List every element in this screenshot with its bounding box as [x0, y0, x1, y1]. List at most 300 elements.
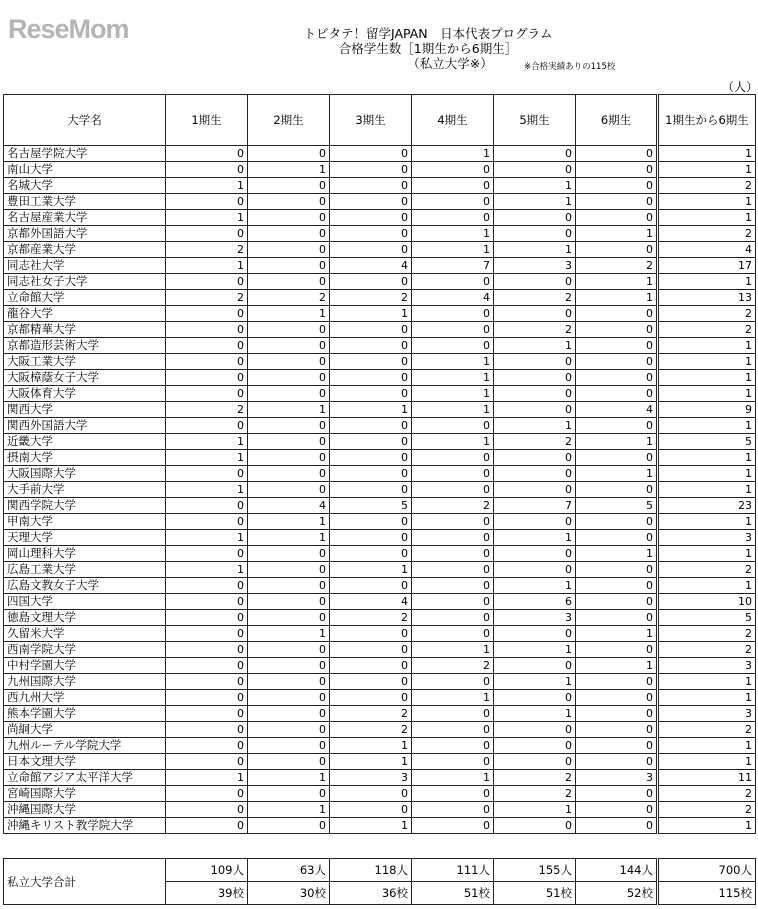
count-cell: 1	[412, 354, 494, 370]
count-cell: 0	[576, 802, 658, 818]
university-name: 関西大学	[4, 402, 166, 418]
count-cell: 0	[494, 514, 576, 530]
count-cell: 0	[576, 578, 658, 594]
count-cell: 0	[412, 514, 494, 530]
count-cell: 1	[412, 370, 494, 386]
count-cell: 13	[658, 290, 756, 306]
count-cell: 1	[494, 194, 576, 210]
watermark-logo: ReseMom	[8, 14, 129, 44]
table-row	[4, 594, 756, 610]
count-cell: 2	[330, 610, 412, 626]
count-cell: 0	[330, 578, 412, 594]
table-row	[4, 658, 756, 674]
table-row	[4, 818, 756, 834]
total-schools-cell: 52校	[576, 882, 658, 905]
count-cell: 5	[658, 434, 756, 450]
count-cell: 0	[412, 722, 494, 738]
count-cell: 0	[166, 786, 248, 802]
count-cell: 2	[330, 290, 412, 306]
count-cell: 6	[494, 594, 576, 610]
count-cell: 0	[248, 786, 330, 802]
count-cell: 0	[576, 690, 658, 706]
count-cell: 3	[494, 610, 576, 626]
count-cell: 1	[658, 450, 756, 466]
count-cell: 0	[330, 386, 412, 402]
count-cell: 0	[248, 338, 330, 354]
count-cell: 0	[576, 322, 658, 338]
count-cell: 2	[248, 290, 330, 306]
count-cell: 2	[494, 322, 576, 338]
count-cell: 0	[412, 562, 494, 578]
count-cell: 0	[494, 658, 576, 674]
count-cell: 0	[494, 626, 576, 642]
university-name: 立命館アジア太平洋大学	[4, 770, 166, 786]
count-cell: 1	[412, 242, 494, 258]
count-cell: 2	[412, 658, 494, 674]
count-cell: 1	[576, 466, 658, 482]
count-cell: 0	[248, 818, 330, 834]
table-row	[4, 258, 756, 274]
university-name: 西南学院大学	[4, 642, 166, 658]
count-cell: 0	[166, 354, 248, 370]
count-cell: 1	[248, 306, 330, 322]
count-cell: 0	[166, 642, 248, 658]
count-cell: 0	[576, 530, 658, 546]
count-cell: 0	[576, 482, 658, 498]
table-row	[4, 194, 756, 210]
count-cell: 0	[412, 194, 494, 210]
count-cell: 0	[494, 690, 576, 706]
count-cell: 1	[658, 674, 756, 690]
document-title: トビタテ！留学JAPAN 日本代表プログラム	[303, 26, 553, 41]
count-cell: 2	[658, 306, 756, 322]
university-name: 日本文理大学	[4, 754, 166, 770]
table-row	[4, 674, 756, 690]
university-name: 尚絅大学	[4, 722, 166, 738]
count-cell: 5	[658, 610, 756, 626]
university-name: 九州国際大学	[4, 674, 166, 690]
count-cell: 0	[494, 274, 576, 290]
count-cell: 2	[494, 434, 576, 450]
count-cell: 2	[330, 706, 412, 722]
count-cell: 2	[658, 642, 756, 658]
count-cell: 1	[248, 770, 330, 786]
university-name: 近畿大学	[4, 434, 166, 450]
total-schools-cell: 30校	[248, 882, 330, 905]
count-cell: 0	[166, 546, 248, 562]
table-row	[4, 610, 756, 626]
count-cell: 0	[248, 274, 330, 290]
count-cell: 0	[576, 562, 658, 578]
count-cell: 0	[166, 578, 248, 594]
count-cell: 0	[248, 418, 330, 434]
total-students-row	[4, 859, 756, 882]
count-cell: 0	[166, 690, 248, 706]
university-name: 大阪工業大学	[4, 354, 166, 370]
count-cell: 1	[330, 562, 412, 578]
count-cell: 3	[330, 770, 412, 786]
count-cell: 1	[494, 530, 576, 546]
count-cell: 1	[248, 530, 330, 546]
university-name: 甲南大学	[4, 514, 166, 530]
count-cell: 0	[248, 546, 330, 562]
count-cell: 0	[166, 370, 248, 386]
table-row	[4, 386, 756, 402]
university-name: 名古屋学院大学	[4, 146, 166, 162]
table-row	[4, 546, 756, 562]
count-cell: 0	[330, 210, 412, 226]
count-cell: 2	[658, 178, 756, 194]
university-name: 宮崎国際大学	[4, 786, 166, 802]
count-cell: 0	[412, 530, 494, 546]
count-cell: 2	[494, 770, 576, 786]
university-name: 南山大学	[4, 162, 166, 178]
count-cell: 0	[576, 370, 658, 386]
column-header: 6期生	[576, 95, 658, 146]
count-cell: 0	[412, 210, 494, 226]
count-cell: 1	[494, 242, 576, 258]
count-cell: 1	[658, 370, 756, 386]
count-cell: 0	[330, 370, 412, 386]
count-cell: 1	[330, 402, 412, 418]
university-name: 西九州大学	[4, 690, 166, 706]
count-cell: 0	[494, 546, 576, 562]
count-cell: 0	[412, 626, 494, 642]
count-cell: 0	[166, 146, 248, 162]
count-cell: 1	[658, 418, 756, 434]
count-cell: 1	[166, 178, 248, 194]
table-row	[4, 178, 756, 194]
count-cell: 0	[494, 210, 576, 226]
count-cell: 3	[576, 770, 658, 786]
count-cell: 5	[576, 498, 658, 514]
count-cell: 1	[494, 338, 576, 354]
count-cell: 0	[248, 258, 330, 274]
count-cell: 0	[248, 642, 330, 658]
count-cell: 0	[248, 690, 330, 706]
count-cell: 0	[412, 450, 494, 466]
table-row	[4, 370, 756, 386]
table-row	[4, 162, 756, 178]
note: ※合格実績ありの115校	[524, 62, 616, 72]
total-students-cell: 700人	[658, 859, 756, 882]
table-row	[4, 338, 756, 354]
count-cell: 3	[658, 658, 756, 674]
count-cell: 1	[658, 754, 756, 770]
count-cell: 1	[494, 642, 576, 658]
count-cell: 0	[166, 306, 248, 322]
count-cell: 1	[166, 562, 248, 578]
column-header: 1期生から6期生	[658, 95, 756, 146]
count-cell: 2	[658, 802, 756, 818]
count-cell: 0	[248, 386, 330, 402]
count-cell: 0	[248, 146, 330, 162]
count-cell: 0	[166, 386, 248, 402]
count-cell: 0	[330, 178, 412, 194]
count-cell: 17	[658, 258, 756, 274]
count-cell: 0	[330, 642, 412, 658]
table-row	[4, 146, 756, 162]
count-cell: 0	[248, 226, 330, 242]
count-cell: 4	[330, 594, 412, 610]
count-cell: 3	[658, 706, 756, 722]
count-cell: 0	[494, 162, 576, 178]
count-cell: 0	[412, 162, 494, 178]
count-cell: 2	[658, 226, 756, 242]
count-cell: 0	[248, 466, 330, 482]
column-header: 5期生	[494, 95, 576, 146]
university-name: 広島工業大学	[4, 562, 166, 578]
count-cell: 0	[248, 210, 330, 226]
university-name: 徳島文理大学	[4, 610, 166, 626]
count-cell: 0	[494, 466, 576, 482]
count-cell: 1	[494, 418, 576, 434]
unit-label: （人）	[722, 80, 758, 94]
count-cell: 0	[166, 754, 248, 770]
count-cell: 1	[412, 770, 494, 786]
count-cell: 1	[658, 386, 756, 402]
table-row	[4, 706, 756, 722]
count-cell: 0	[494, 754, 576, 770]
count-cell: 0	[248, 370, 330, 386]
count-cell: 0	[330, 482, 412, 498]
count-cell: 0	[576, 338, 658, 354]
count-cell: 1	[248, 162, 330, 178]
university-name: 同志社女子大学	[4, 274, 166, 290]
count-cell: 0	[494, 306, 576, 322]
count-cell: 1	[166, 482, 248, 498]
count-cell: 2	[166, 290, 248, 306]
count-cell: 2	[658, 786, 756, 802]
university-name: 大阪国際大学	[4, 466, 166, 482]
university-name: 関西外国語大学	[4, 418, 166, 434]
table-row	[4, 562, 756, 578]
count-cell: 0	[166, 674, 248, 690]
count-cell: 0	[166, 226, 248, 242]
count-cell: 1	[412, 642, 494, 658]
count-cell: 0	[248, 434, 330, 450]
university-name: 龍谷大学	[4, 306, 166, 322]
count-cell: 1	[166, 258, 248, 274]
count-cell: 2	[658, 626, 756, 642]
table-row	[4, 802, 756, 818]
table-row	[4, 642, 756, 658]
count-cell: 0	[166, 722, 248, 738]
count-cell: 7	[494, 498, 576, 514]
count-cell: 0	[330, 194, 412, 210]
document-subtitle: 合格学生数［1期生から6期生］	[338, 41, 518, 56]
count-cell: 1	[658, 210, 756, 226]
count-cell: 0	[412, 594, 494, 610]
count-cell: 0	[494, 370, 576, 386]
count-cell: 10	[658, 594, 756, 610]
count-cell: 2	[658, 722, 756, 738]
university-name: 大阪樟蔭女子大学	[4, 370, 166, 386]
count-cell: 0	[330, 674, 412, 690]
university-name: 京都産業大学	[4, 242, 166, 258]
count-cell: 1	[658, 578, 756, 594]
table-row	[4, 770, 756, 786]
table-row	[4, 418, 756, 434]
university-name: 名古屋産業大学	[4, 210, 166, 226]
count-cell: 0	[248, 450, 330, 466]
count-cell: 0	[330, 338, 412, 354]
count-cell: 0	[412, 546, 494, 562]
count-cell: 0	[248, 722, 330, 738]
count-cell: 0	[494, 354, 576, 370]
count-cell: 1	[658, 738, 756, 754]
count-cell: 1	[576, 226, 658, 242]
count-cell: 0	[330, 466, 412, 482]
total-schools-cell: 51校	[412, 882, 494, 905]
count-cell: 1	[576, 274, 658, 290]
count-cell: 2	[494, 786, 576, 802]
count-cell: 0	[248, 674, 330, 690]
count-cell: 0	[248, 178, 330, 194]
count-cell: 2	[166, 402, 248, 418]
count-cell: 0	[166, 194, 248, 210]
count-cell: 0	[330, 162, 412, 178]
count-cell: 1	[412, 402, 494, 418]
count-cell: 0	[330, 690, 412, 706]
count-cell: 1	[166, 450, 248, 466]
count-cell: 0	[576, 594, 658, 610]
count-cell: 9	[658, 402, 756, 418]
count-cell: 23	[658, 498, 756, 514]
total-label: 私立大学合計	[4, 859, 166, 905]
count-cell: 0	[412, 482, 494, 498]
count-cell: 4	[330, 258, 412, 274]
university-name: 大阪体育大学	[4, 386, 166, 402]
table-row	[4, 322, 756, 338]
university-name: 京都造形芸術大学	[4, 338, 166, 354]
count-cell: 0	[166, 610, 248, 626]
count-cell: 4	[412, 290, 494, 306]
count-cell: 0	[576, 418, 658, 434]
count-cell: 1	[248, 626, 330, 642]
count-cell: 2	[576, 258, 658, 274]
column-header: 1期生	[166, 95, 248, 146]
count-cell: 0	[166, 706, 248, 722]
count-cell: 0	[248, 594, 330, 610]
table-row	[4, 402, 756, 418]
table-row	[4, 786, 756, 802]
count-cell: 0	[166, 274, 248, 290]
column-header: 3期生	[330, 95, 412, 146]
count-cell: 0	[412, 466, 494, 482]
university-name: 京都外国語大学	[4, 226, 166, 242]
count-cell: 0	[330, 146, 412, 162]
count-cell: 0	[166, 738, 248, 754]
count-cell: 0	[166, 818, 248, 834]
count-cell: 1	[658, 546, 756, 562]
count-cell: 0	[412, 178, 494, 194]
count-cell: 0	[330, 242, 412, 258]
university-name: 九州ルーテル学院大学	[4, 738, 166, 754]
count-cell: 0	[576, 786, 658, 802]
university-name: 京都精華大学	[4, 322, 166, 338]
university-name: 広島文教女子大学	[4, 578, 166, 594]
count-cell: 0	[576, 386, 658, 402]
table-row	[4, 434, 756, 450]
count-cell: 7	[412, 258, 494, 274]
count-cell: 0	[166, 498, 248, 514]
count-cell: 3	[494, 258, 576, 274]
university-name: 大手前大学	[4, 482, 166, 498]
count-cell: 1	[576, 434, 658, 450]
count-cell: 0	[576, 706, 658, 722]
table-row	[4, 578, 756, 594]
count-cell: 1	[248, 402, 330, 418]
count-cell: 0	[576, 738, 658, 754]
count-cell: 1	[658, 338, 756, 354]
table-row	[4, 274, 756, 290]
table-row	[4, 290, 756, 306]
count-cell: 1	[576, 546, 658, 562]
count-cell: 1	[658, 818, 756, 834]
count-cell: 0	[166, 802, 248, 818]
count-cell: 4	[658, 242, 756, 258]
count-cell: 2	[658, 322, 756, 338]
table-row	[4, 450, 756, 466]
count-cell: 0	[248, 738, 330, 754]
count-cell: 0	[330, 802, 412, 818]
count-cell: 1	[576, 658, 658, 674]
count-cell: 0	[494, 562, 576, 578]
table-row	[4, 306, 756, 322]
count-cell: 0	[166, 418, 248, 434]
count-cell: 1	[166, 530, 248, 546]
document-category: （私立大学※）	[407, 56, 493, 71]
count-cell: 0	[576, 514, 658, 530]
total-students-cell: 118人	[330, 859, 412, 882]
count-cell: 0	[576, 210, 658, 226]
count-cell: 5	[330, 498, 412, 514]
count-cell: 0	[576, 242, 658, 258]
count-cell: 1	[576, 626, 658, 642]
table-row	[4, 242, 756, 258]
table-row	[4, 466, 756, 482]
count-cell: 1	[330, 818, 412, 834]
count-cell: 2	[412, 498, 494, 514]
count-cell: 0	[412, 306, 494, 322]
count-cell: 0	[248, 706, 330, 722]
count-cell: 3	[658, 530, 756, 546]
university-name: 沖縄国際大学	[4, 802, 166, 818]
count-cell: 0	[412, 706, 494, 722]
count-cell: 1	[166, 770, 248, 786]
university-name: 関西学院大学	[4, 498, 166, 514]
count-cell: 0	[330, 658, 412, 674]
count-cell: 0	[494, 722, 576, 738]
count-cell: 0	[412, 802, 494, 818]
count-cell: 2	[330, 722, 412, 738]
count-cell: 0	[412, 674, 494, 690]
table-row	[4, 482, 756, 498]
university-name: 熊本学園大学	[4, 706, 166, 722]
count-cell: 0	[330, 514, 412, 530]
count-cell: 1	[330, 754, 412, 770]
total-students-cell: 144人	[576, 859, 658, 882]
count-cell: 0	[576, 194, 658, 210]
count-cell: 1	[494, 802, 576, 818]
count-cell: 0	[330, 418, 412, 434]
count-cell: 1	[658, 514, 756, 530]
count-cell: 1	[494, 578, 576, 594]
column-header: 大学名	[4, 95, 166, 146]
count-cell: 0	[576, 354, 658, 370]
university-name: 久留米大学	[4, 626, 166, 642]
